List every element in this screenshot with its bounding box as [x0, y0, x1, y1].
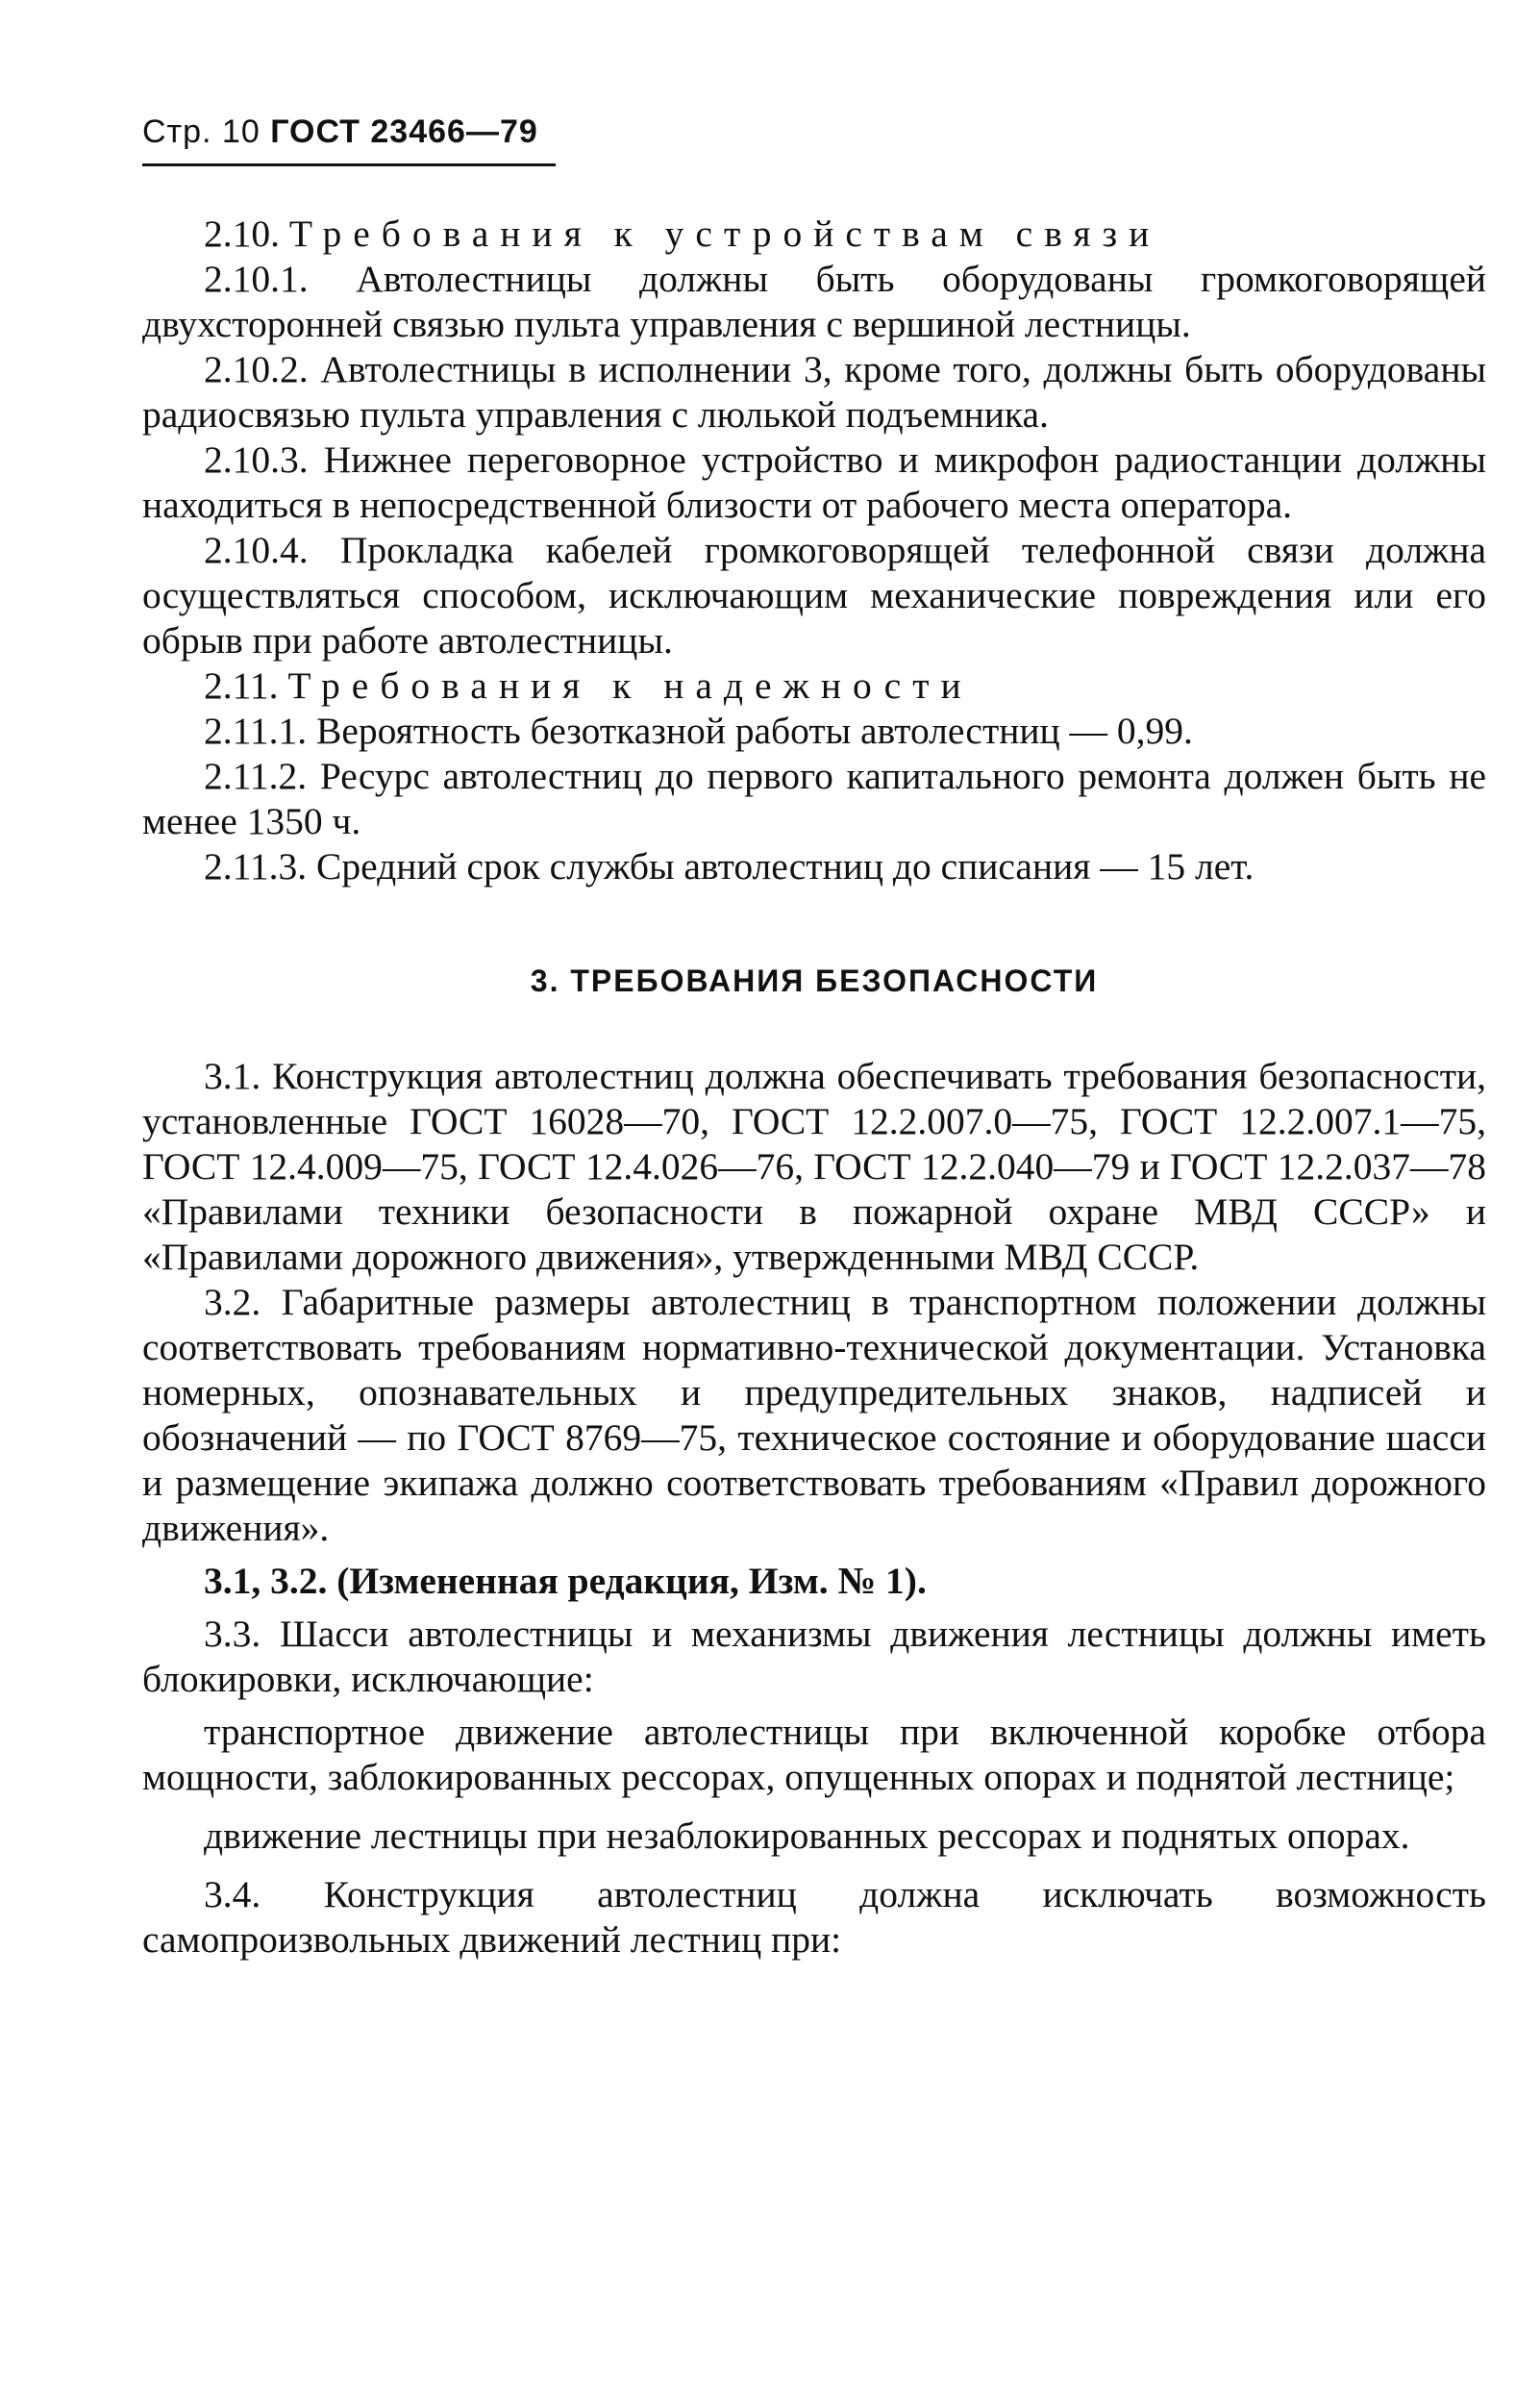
heading-number: 2.11.	[204, 664, 279, 707]
page-number: Стр. 10	[142, 113, 261, 150]
paragraph-2-11-2: 2.11.2. Ресурс автолестниц до первого капитального ремонта должен быть не менее 1350 ч.	[142, 755, 1486, 842]
amendment-note: 3.1, 3.2. (Измененная редакция, Изм. № 1).	[204, 1560, 927, 1602]
paragraph-2-11-1: 2.11.1. Вероятность безотказной работы автолестниц — 0,99.	[204, 710, 1193, 752]
paragraph-3-2: 3.2. Габаритные размеры автолестниц в транспортном положении должны соответствовать требованиям нормативно-технической документации. Установка номерных, опознавательных и предупредительных знаков, надписей и обозначений — по ГОСТ 8769—75, техническое состояние и оборудование шасси и размещение экипажа должно соответствовать требованиям «Правил дорожного движения».	[142, 1281, 1486, 1549]
heading-text: Требования к надежности	[287, 664, 973, 707]
paragraph-3-3-item-a: транспортное движение автолестницы при включенной коробке отбора мощности, заблокированных рессорах, опущенных опорах и поднятой лестнице;	[142, 1711, 1486, 1798]
heading-number: 2.10.	[204, 213, 280, 255]
paragraph-3-3: 3.3. Шасси автолестницы и механизмы движения лестницы должны иметь блокировки, исключающие:	[142, 1613, 1486, 1700]
paragraph-2-11-3: 2.11.3. Средний срок службы автолестниц до списания — 15 лет.	[204, 845, 1254, 888]
paragraph-2-10-1: 2.10.1. Автолестницы должны быть оборудованы громкоговорящей двухсторонней связью пульта управления с вершиной лестницы.	[142, 258, 1486, 345]
header-rule	[142, 163, 556, 166]
paragraph-2-10-4: 2.10.4. Прокладка кабелей громкоговорящей телефонной связи должна осуществляться способом, исключающим механические повреждения или его обрыв при работе автолестницы.	[142, 529, 1486, 662]
paragraph-2-10-2: 2.10.2. Автолестницы в исполнении 3, кроме того, должны быть оборудованы радиосвязью пульта управления с люлькой подъемника.	[142, 348, 1486, 436]
section-title: 3. ТРЕБОВАНИЯ БЕЗОПАСНОСТИ	[530, 963, 1099, 998]
document-body	[142, 212, 1486, 1963]
subsection-heading-2-10	[142, 212, 1486, 257]
subsection-heading-2-11	[142, 663, 1486, 709]
paragraph-3-3-item-b: движение лестницы при незаблокированных рессорах и поднятых опорах.	[204, 1814, 1410, 1857]
paragraph-2-10-3: 2.10.3. Нижнее переговорное устройство и микрофон радиостанции должны находиться в непосредственной близости от рабочего места оператора.	[142, 438, 1486, 526]
paragraph-3-1: 3.1. Конструкция автолестниц должна обеспечивать требования безопасности, установленные ГОСТ 16028—70, ГОСТ 12.2.007.0—75, ГОСТ 12.2.007.1—75, ГОСТ 12.4.009—75, ГОСТ 12.4.026—76, ГОСТ 12.2.040—79 и ГОСТ 12.2.037—78 «Правилами техники безопасности в пожарной охране МВД СССР» и «Правилами дорожного движения», утвержденными МВД СССР.	[142, 1055, 1486, 1278]
paragraph-3-4: 3.4. Конструкция автолестниц должна исключать возможность самопроизвольных движений лестниц при:	[142, 1873, 1486, 1961]
heading-text: Требования к устройствам связи	[288, 213, 1161, 255]
standard-number: ГОСТ 23466—79	[270, 113, 538, 150]
page-header	[142, 113, 538, 151]
